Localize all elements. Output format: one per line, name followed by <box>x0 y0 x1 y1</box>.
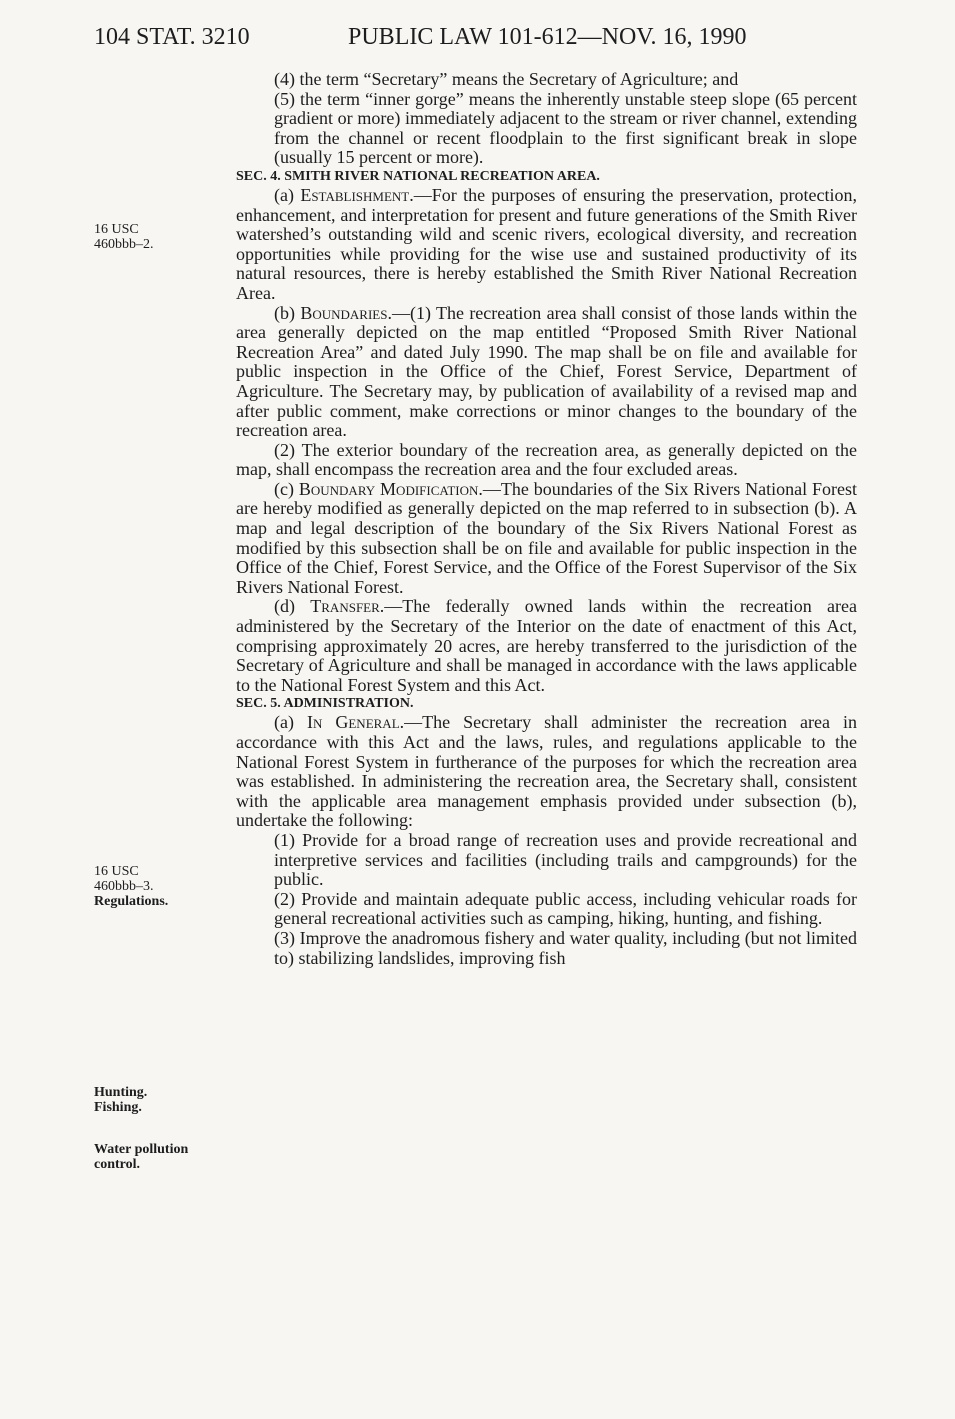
subsection-label: (d) <box>274 596 311 617</box>
margin-cite-line: 16 USC <box>94 864 139 879</box>
subsection-label: (c) <box>274 478 299 499</box>
margin-note-water <box>94 1142 188 1172</box>
subsection-text: —The Secretary shall administer the recreation area in accordance with this Act and the laws, rules, and regulations applicable to the National Forest System in furtherance of the purposes for which the recreation area was established. In administering the recreation area, the Secretary shall, consistent with the applicable area management emphasis provided under subsection (b), undertake the following: <box>236 712 857 831</box>
subsection-heading: Boundary Modification. <box>298 478 483 499</box>
paragraph-5a2: (2) Provide and maintain adequate public access, including vehicular roads for general recreational activities such as camping, hiking, hunting, and fishing. <box>274 888 857 929</box>
subsection-text: —For the purposes of ensuring the preservation, protection, enhancement, and interpretation for present and future generations of the Smith River watershed’s outstanding wild and scenic rivers, ecological diversity, and recreation opportunities while providing for the wise use and sustained productivity of its natural resources, there is hereby established the Smith River National Recreation Area. <box>236 184 857 303</box>
page-title: PUBLIC LAW 101-612—NOV. 16, 1990 <box>348 24 747 50</box>
subsection-4d <box>236 597 857 695</box>
section-4-heading: SEC. 4. SMITH RIVER NATIONAL RECREATION AREA. <box>236 168 600 184</box>
margin-note-sec5 <box>94 864 168 909</box>
paragraph-5a3: (3) Improve the anadromous fishery and water quality, including (but not limited to) stabilizing landslides, improving fish <box>274 927 857 968</box>
margin-water-line: control. <box>94 1157 141 1172</box>
subsection-4b2: (2) The exterior boundary of the recreation area, as generally depicted on the map, shall encompass the recreation area and the four excluded areas. <box>236 439 857 480</box>
margin-note-hunting <box>94 1085 147 1115</box>
margin-water-line: Water pollution <box>94 1142 189 1157</box>
definition-4: (4) the term “Secretary” means the Secretary of Agriculture; and <box>274 69 739 89</box>
subsection-text: —(1) The recreation area shall consist of those lands within the area generally depicted on the map entitled “Proposed Smith River National Recreation Area” and dated July 1990. The map shall be on file and available for public inspection in the Office of the Chief, Forest Service, Department of Agriculture. The Secretary may, by publication of availability of a revised map and after public comment, make corrections or minor changes to the boundary of the recreation area. <box>236 302 857 441</box>
page-citation: 104 STAT. 3210 <box>94 24 250 50</box>
subsection-label: (b) <box>274 302 301 323</box>
subsection-heading: Transfer. <box>310 596 385 617</box>
subsection-text: —The federally owned lands within the recreation area administered by the Secretary of the Interior on the date of enactment of this Act, comprising approximately 20 acres, are hereby transferred to the jurisdiction of the Secretary of Agriculture and shall be managed in accordance with the laws applicable to the National Forest System and this Act. <box>236 596 857 695</box>
subsection-label: (a) <box>274 184 301 205</box>
subsection-4c <box>236 480 857 598</box>
subsection-4b <box>236 304 857 441</box>
margin-fishing: Fishing. <box>94 1100 142 1115</box>
subsection-4a <box>236 186 857 304</box>
margin-regulations: Regulations. <box>94 894 169 909</box>
margin-cite-line: 460bbb–3. <box>94 879 154 894</box>
section-5-heading: SEC. 5. ADMINISTRATION. <box>236 696 414 712</box>
margin-hunting: Hunting. <box>94 1085 148 1100</box>
definition-5: (5) the term “inner gorge” means the inherently unstable steep slope (65 percent gradient or more) immediately adjacent to the stream or river channel, extending from the channel or recent floodplain to the first significant break in slope (usually 15 percent or more). <box>274 88 857 168</box>
subsection-label: (a) <box>274 712 307 733</box>
subsection-heading: Establishment. <box>300 184 414 205</box>
main-text-column <box>236 70 857 968</box>
margin-cite-line: 16 USC <box>94 222 139 237</box>
subsection-heading: Boundaries. <box>300 302 392 323</box>
margin-cite-line: 460bbb–2. <box>94 237 154 252</box>
subsection-5a <box>236 713 857 831</box>
subsection-text: —The boundaries of the Six Rivers National Forest are hereby modified as generally depicted on the map referred to in subsection (b). A map and legal description of the boundary of the Six Rivers National Forest as modified by this subsection shall be on file and available for public inspection in the Office of the Chief, Forest Service, and the Office of the Forest Supervisor of the Six Rivers National Forest. <box>236 478 858 597</box>
paragraph-5a1: (1) Provide for a broad range of recreation uses and provide recreational and interpretive services and facilities (including trails and campgrounds) for the public. <box>274 829 857 890</box>
margin-note-sec4 <box>94 222 154 252</box>
subsection-heading: In General. <box>306 712 405 733</box>
